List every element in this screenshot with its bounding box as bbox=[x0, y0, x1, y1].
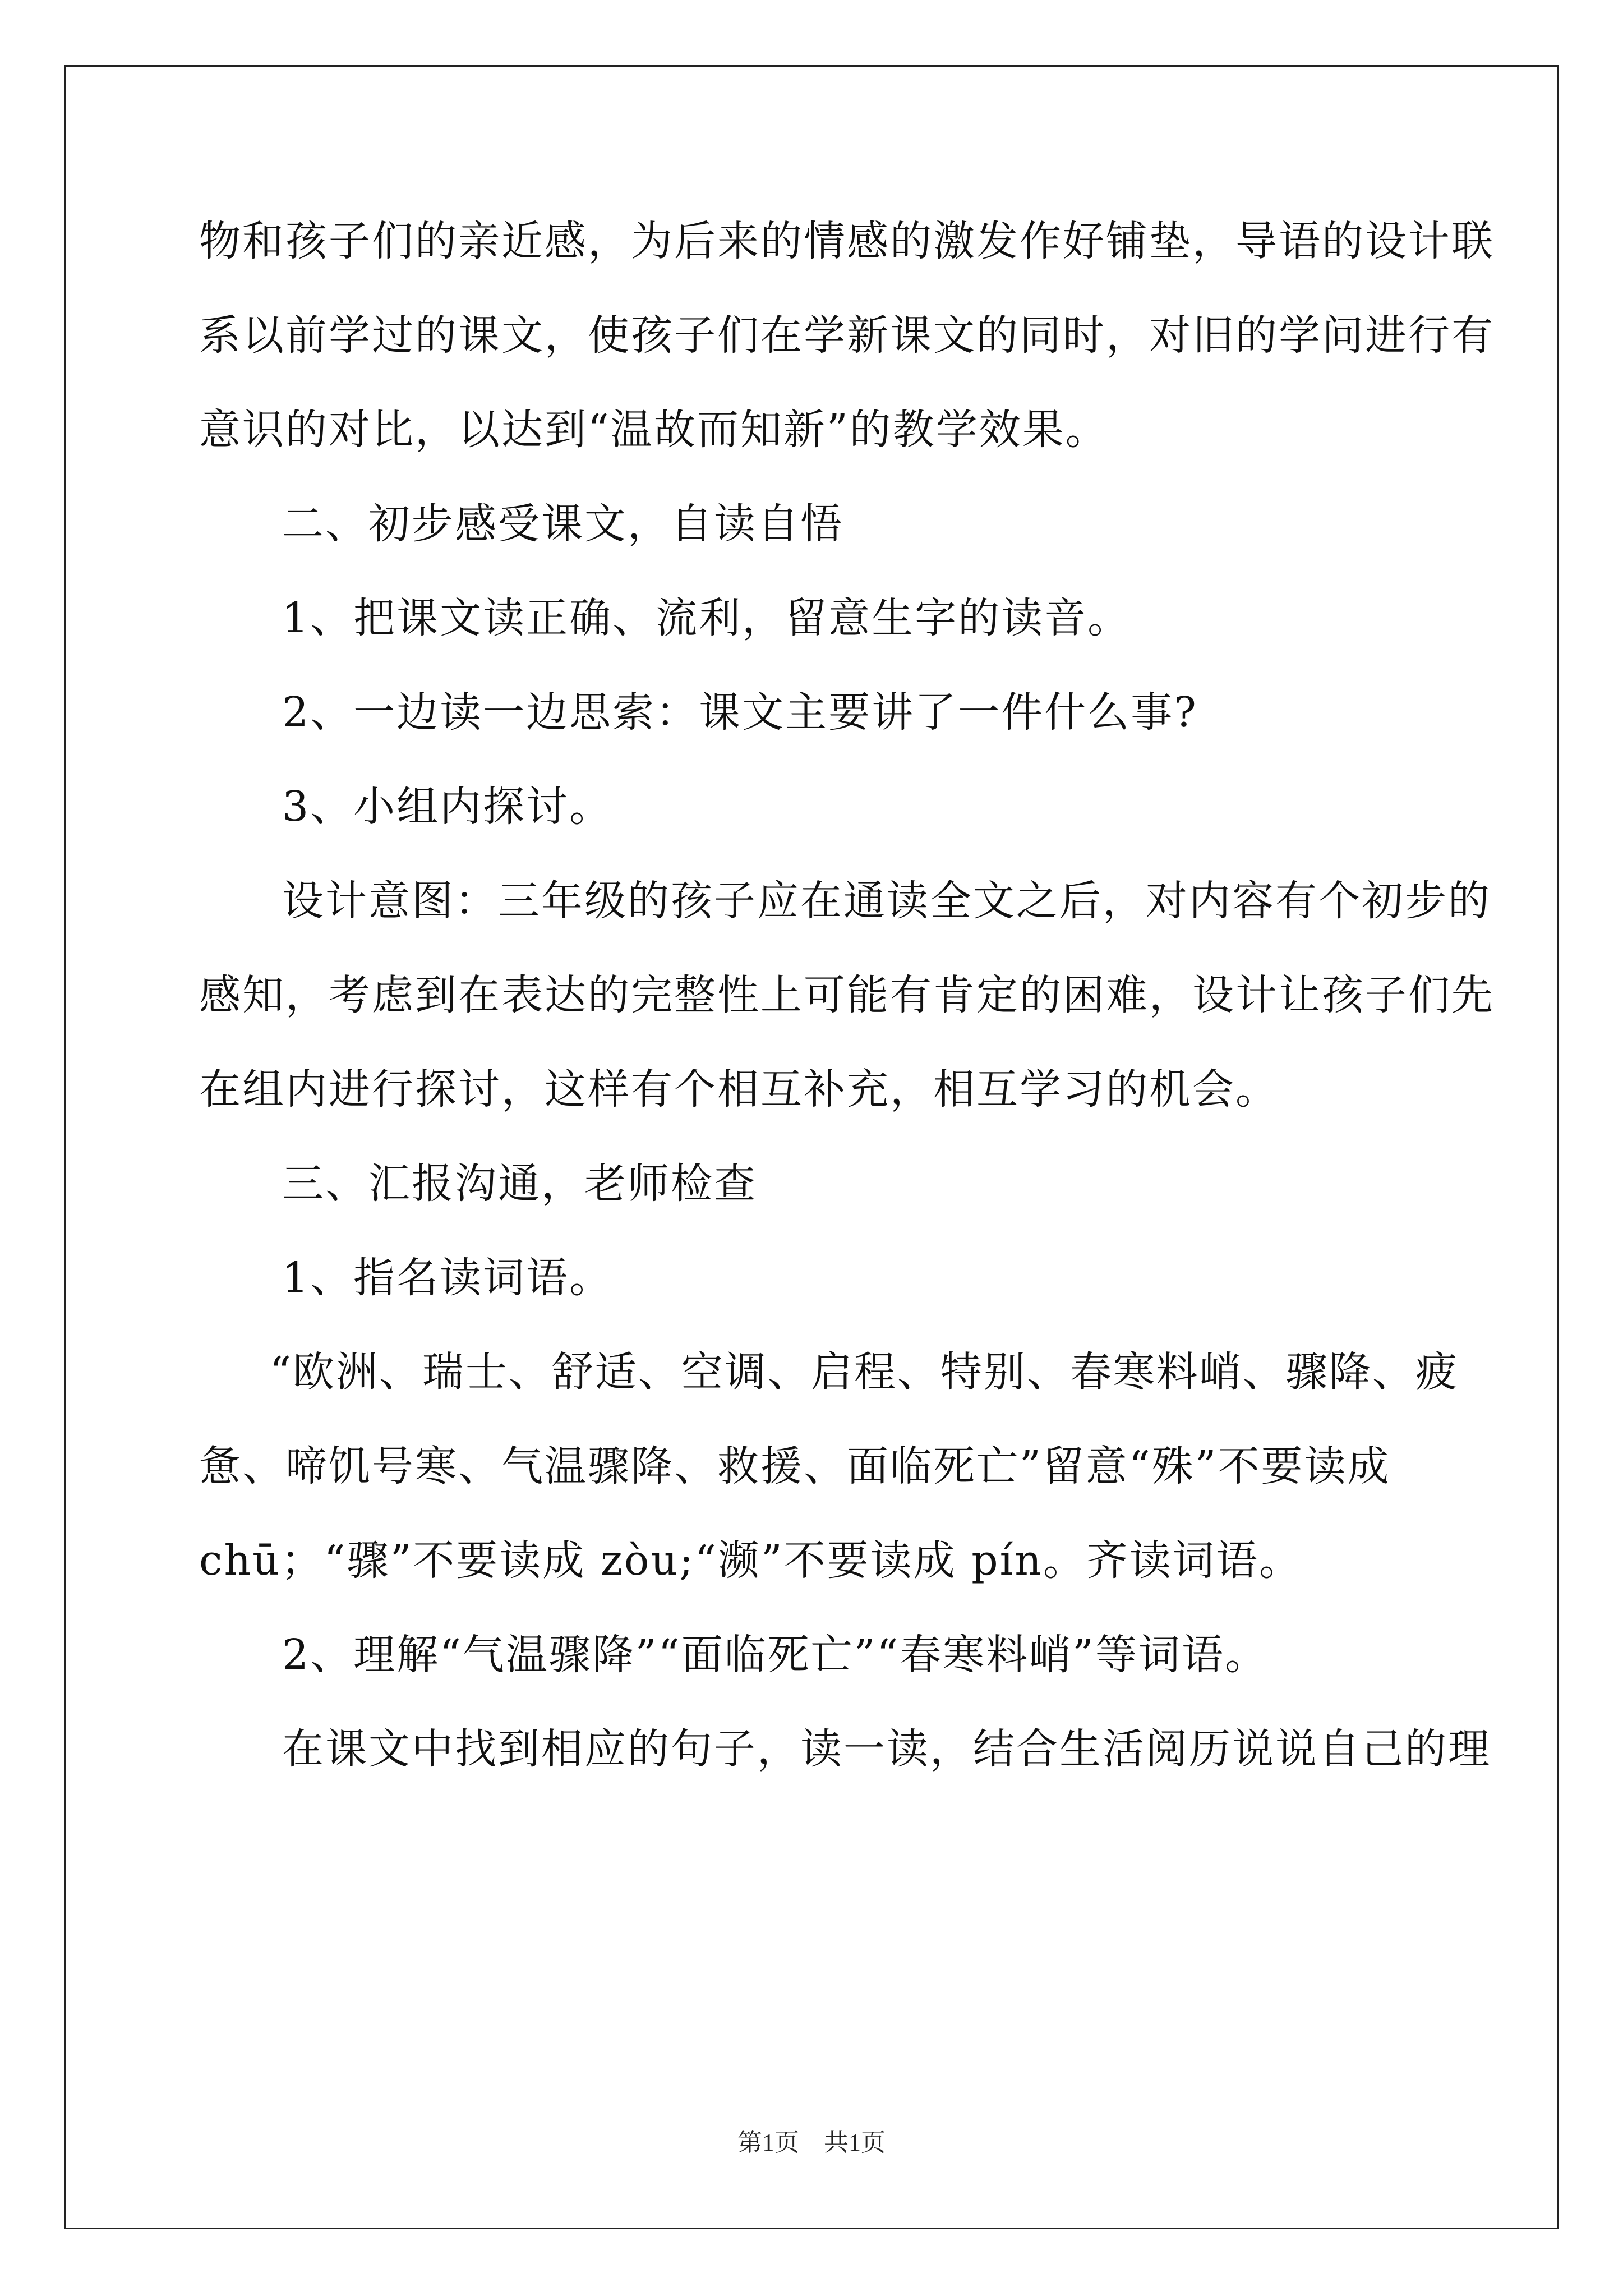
text-line: “欧洲、瑞士、舒适、空调、启程、特别、春寒料峭、骤降、疲 bbox=[270, 1348, 1459, 1396]
section-heading: 三、汇报沟通，老师检查 bbox=[282, 1159, 757, 1208]
list-item: 3、小组内探讨。 bbox=[282, 783, 613, 831]
list-item: 1、指名读词语。 bbox=[282, 1254, 613, 1302]
text-line: 感知，考虑到在表达的完整性上可能有肯定的困难，设计让孩子们先 bbox=[199, 971, 1495, 1019]
text-line: 设计意图：三年级的孩子应在通读全文之后，对内容有个初步的 bbox=[282, 877, 1491, 925]
list-item: 2、理解“气温骤降”“面临死亡”“春寒料峭”等词语。 bbox=[282, 1631, 1269, 1679]
text-line: 在课文中找到相应的句子，读一读，结合生活阅历说说自己的理 bbox=[282, 1725, 1491, 1773]
text-line: 意识的对比，以达到“温故而知新”的教学效果。 bbox=[199, 406, 1109, 454]
text-line: 系以前学过的课文，使孩子们在学新课文的同时，对旧的学问进行有 bbox=[199, 311, 1495, 360]
text-line: 物和孩子们的亲近感，为后来的情感的激发作好铺垫，导语的设计联 bbox=[199, 217, 1495, 265]
text-line: chū；“骤”不要读成 zòu;“濒”不要读成 pín。齐读词语。 bbox=[199, 1536, 1302, 1585]
page-footer: 第1页 共1页 bbox=[737, 2129, 886, 2156]
page-border bbox=[64, 65, 1559, 2229]
list-item: 1、把课文读正确、流利，留意生字的读音。 bbox=[282, 594, 1131, 642]
section-heading: 二、初步感受课文，自读自悟 bbox=[282, 500, 843, 548]
text-line: 在组内进行探讨，这样有个相互补充，相互学习的机会。 bbox=[199, 1065, 1279, 1114]
list-item: 2、一边读一边思索：课文主要讲了一件什么事? bbox=[282, 688, 1198, 737]
text-line: 惫、啼饥号寒、气温骤降、救援、面临死亡”留意“殊”不要读成 bbox=[199, 1442, 1391, 1490]
